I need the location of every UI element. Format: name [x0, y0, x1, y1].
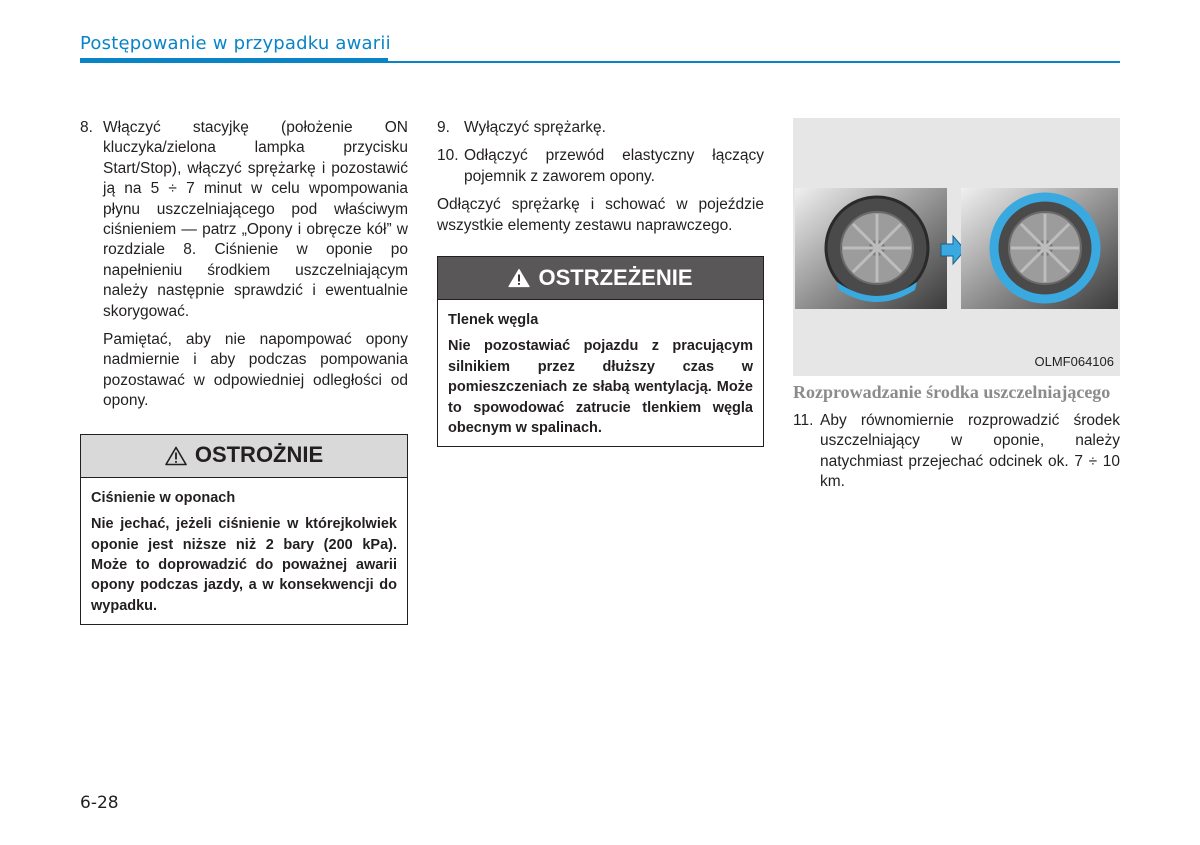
step-text: Włączyć stacyjkę (położenie ON kluczyka/zielona lampka przycisku Start/Stop), włączyć sprężarkę i pozostawić ją na 5 ÷ 7 minut w celu wpompowania płynu uszczelniającego pod właściwym ciśnieniem — patrz „Opony i obręcze kół” w rozdziale 8. Ciśnienie w oponie po napełnieniu środkiem uszczelniającym należy następnie sprawdzić i ewentualnie skorygować. [103, 119, 408, 320]
caution-title: OSTROŻNIE [194, 442, 324, 468]
step-number: 11. [793, 412, 814, 429]
step-text: Wyłączyć sprężarkę. [464, 119, 606, 136]
warning-triangle-icon [508, 268, 530, 288]
section-heading: Rozprowadzanie środka uszczelniającego [793, 382, 1111, 402]
header-rule-thin [80, 61, 1120, 63]
note-paragraph: Pamiętać, aby nie napompować opony nadmiernie i aby podczas pompowania pozostawać w odpowiedniej odległości od opony. [103, 331, 408, 410]
step-9 [437, 118, 764, 138]
tire-icon [826, 197, 928, 302]
column-2 [437, 118, 764, 447]
note-paragraph: Odłączyć sprężarkę i schować w pojeździe wszystkie elementy zestawu naprawczego. [437, 196, 764, 234]
step-number: 9. [437, 119, 450, 136]
step-11 [793, 411, 1120, 493]
caution-text: Nie jechać, jeżeli ciśnienie w którejkolwiek oponie jest niższe niż 2 bary (200 kPa). Może to doprowadzić do poważnej awarii opony podczas jazdy, a w konsekwencji do wypadku. [91, 516, 397, 614]
warning-subtitle: Tlenek węgla [448, 312, 539, 329]
sealant-distribution-figure [793, 118, 1120, 376]
step-text: Aby równomiernie rozprowadzić środek uszczelniający w oponie, należy natychmiast przejechać odcinek ok. 7 ÷ 10 km. [820, 412, 1120, 491]
caution-header [81, 435, 407, 478]
header-title: Postępowanie w przypadku awarii [80, 33, 391, 54]
tire-icon [994, 197, 1096, 299]
figure-caption: OLMF064106 [1034, 353, 1114, 369]
warning-box [437, 256, 764, 447]
page-number: 6-28 [80, 793, 119, 813]
step-10 [437, 146, 764, 187]
step-text: Odłączyć przewód elastyczny łączący pojemnik z zaworem opony. [464, 147, 764, 185]
caution-box [80, 434, 408, 625]
warning-header [438, 257, 763, 300]
warning-text: Nie pozostawiać pojazdu z pracującym silnikiem przez dłuższy czas w pomieszczeniach ze słabą wentylacją. Może to spowodować zatrucie tlenkiem węgla obecnym w spalinach. [448, 338, 753, 437]
step-number: 10. [437, 147, 459, 165]
column-1 [80, 118, 408, 625]
column-3 [793, 118, 1120, 501]
caution-subtitle: Ciśnienie w oponach [91, 489, 236, 506]
step-8 [80, 118, 408, 322]
warning-body [438, 300, 763, 446]
warning-triangle-icon [165, 446, 187, 466]
warning-title: OSTRZEŻENIE [538, 264, 693, 290]
step-number: 8. [80, 119, 93, 136]
caution-body [81, 478, 407, 624]
